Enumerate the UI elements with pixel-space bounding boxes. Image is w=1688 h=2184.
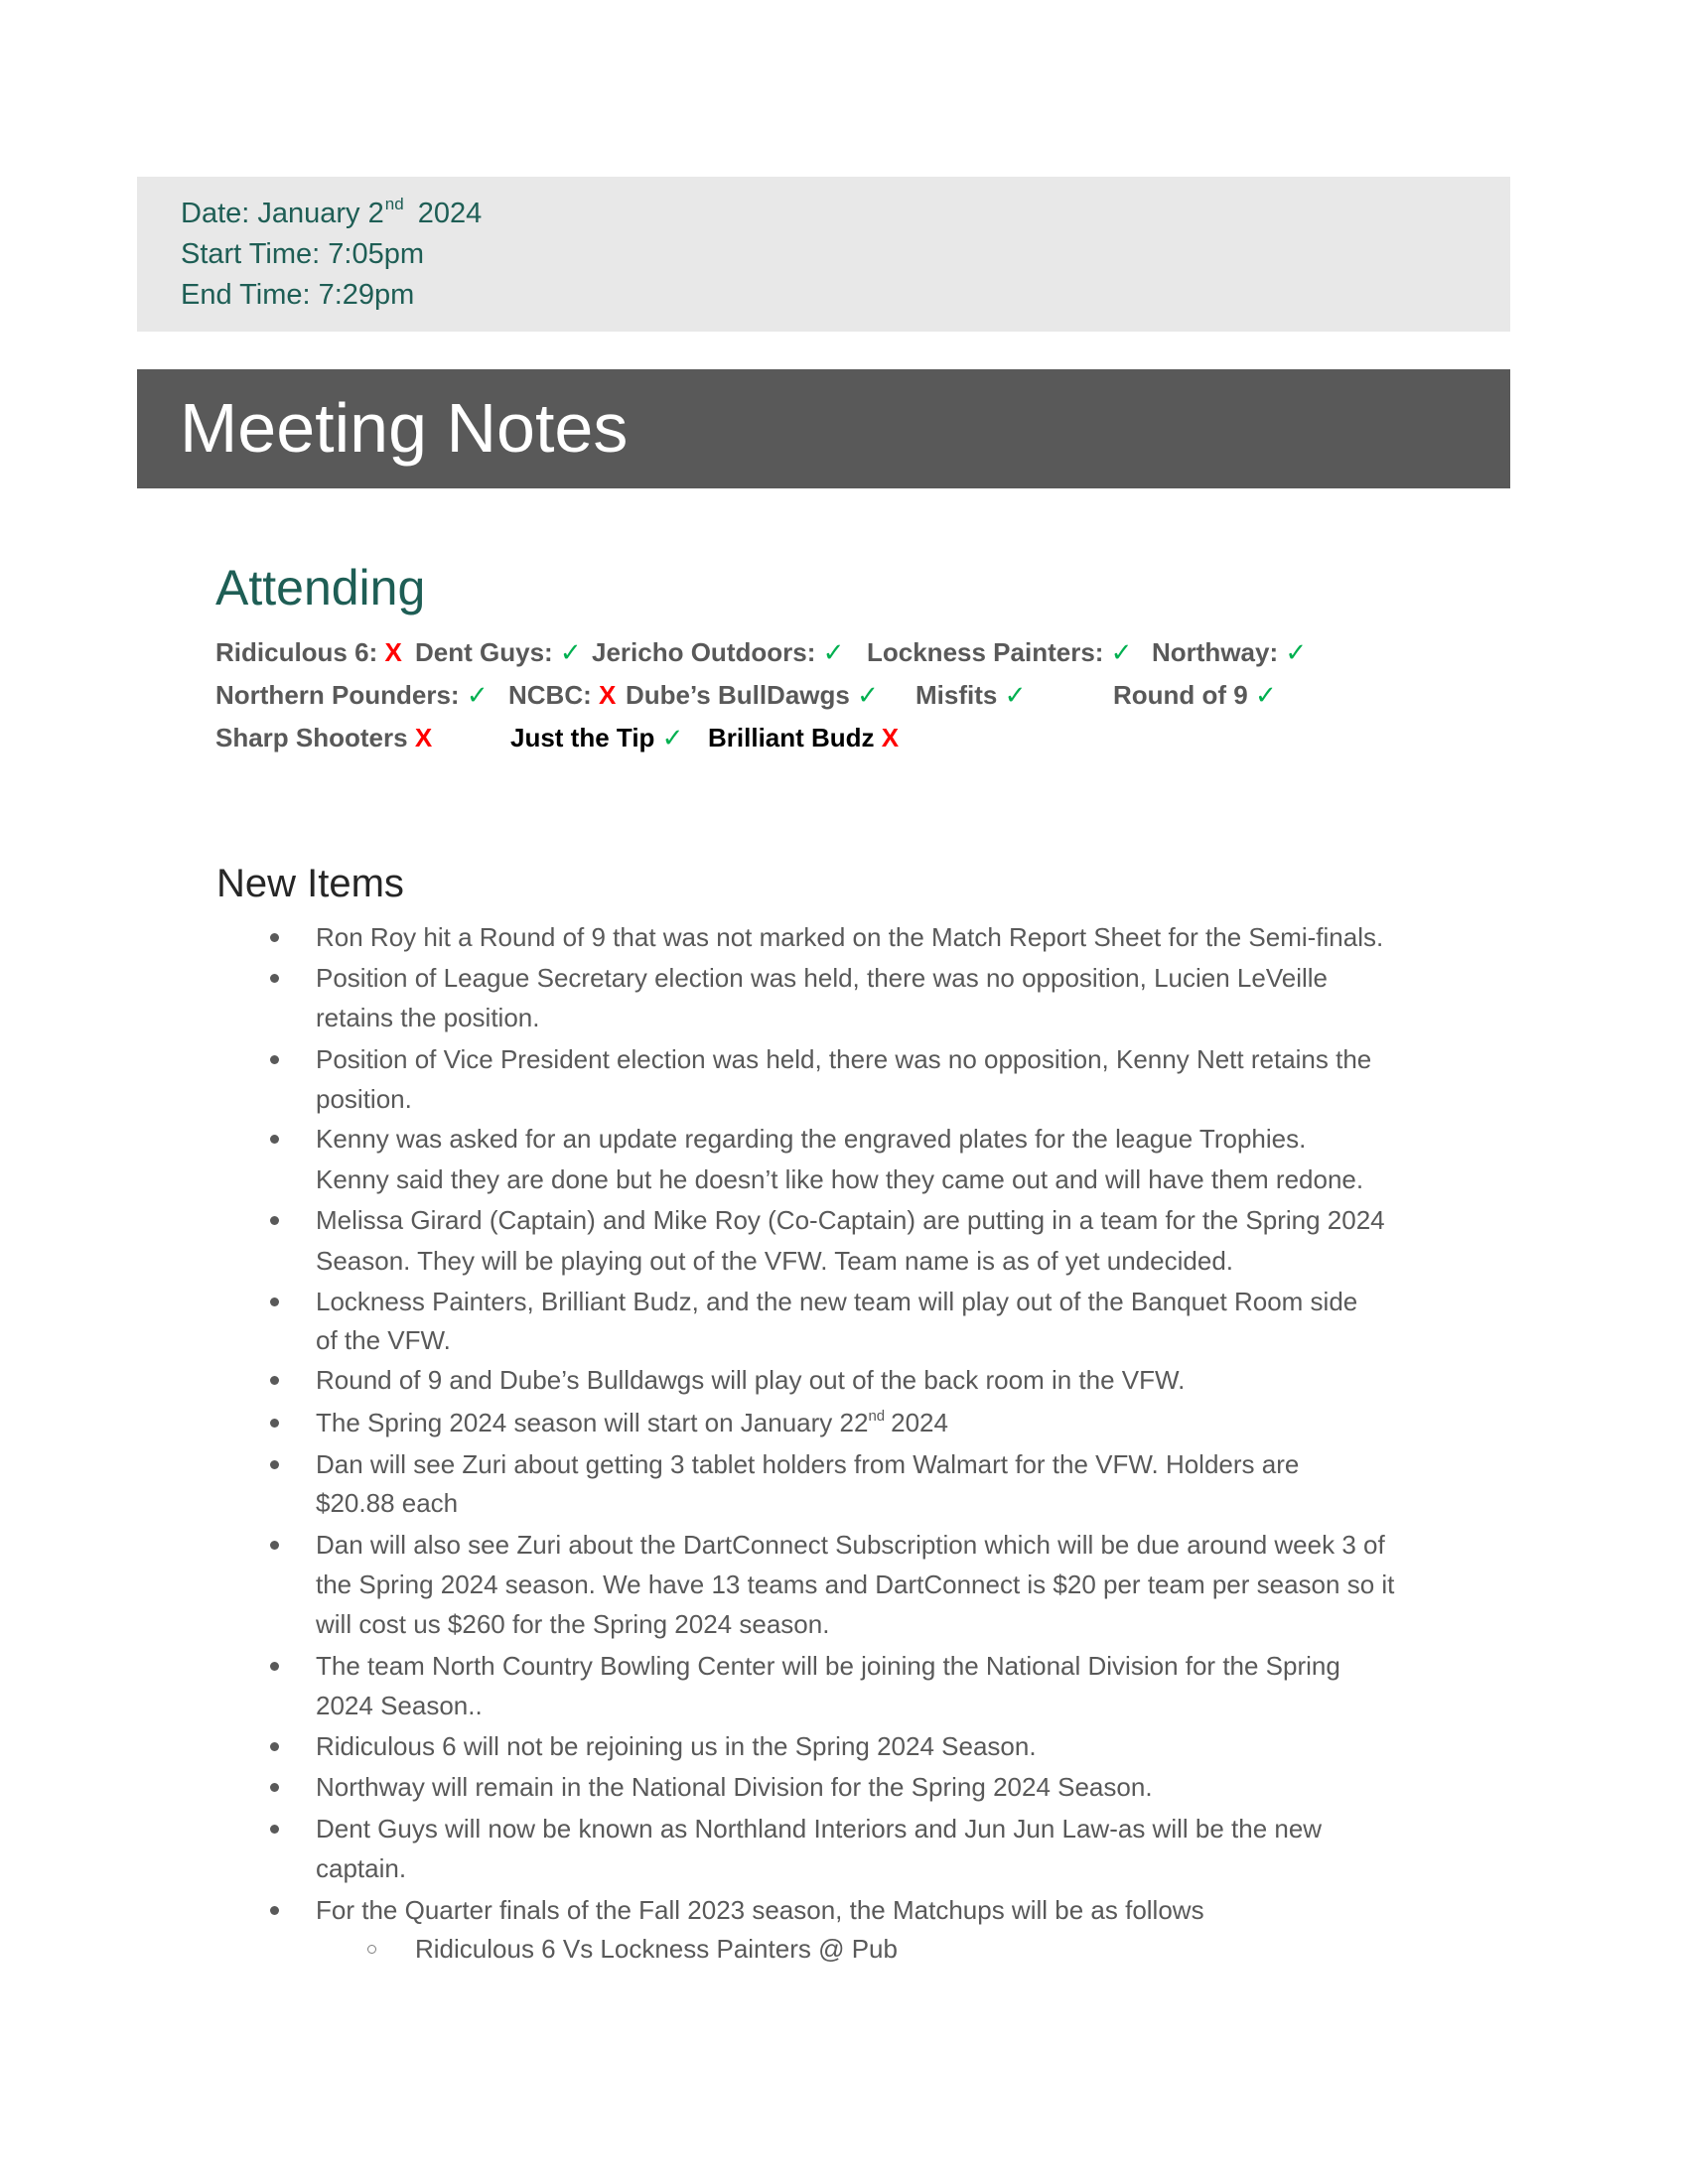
team-name: Round of 9 — [1113, 680, 1248, 710]
list-item-continuation: Season. They will be playing out of the VFW. Team name is as of yet undecided. — [316, 1246, 1234, 1276]
bullet-icon — [270, 1783, 279, 1792]
list-item: The team North Country Bowling Center will be joining the National Division for the Spring — [316, 1651, 1340, 1681]
list-item-continuation: 2024 Season.. — [316, 1691, 483, 1720]
list-item: Round of 9 and Dube’s Bulldawgs will play out of the back room in the VFW. — [316, 1365, 1186, 1395]
attending-heading: Attending — [215, 560, 426, 615]
team-ncbc — [508, 674, 616, 716]
attending-row-3 — [0, 717, 1688, 758]
date-text: Date: January 2 — [181, 198, 384, 229]
present-check-icon: ✓ — [661, 723, 684, 752]
team-ridiculous-6 — [215, 631, 402, 673]
list-item-continuation: retains the position. — [316, 1003, 540, 1032]
team-just-the-tip — [510, 717, 683, 758]
bullet-icon — [270, 1135, 279, 1144]
list-item: Dan will see Zuri about getting 3 tablet holders from Walmart for the VFW. Holders are — [316, 1449, 1300, 1479]
bullet-icon — [270, 1825, 279, 1834]
team-round-of-9 — [1113, 674, 1277, 716]
sub-bullet-circle-icon — [367, 1945, 376, 1954]
meeting-date — [181, 194, 482, 237]
team-dent-guys — [415, 631, 582, 673]
list-item-continuation: $20.88 each — [316, 1488, 459, 1518]
list-item-continuation: the Spring 2024 season. We have 13 teams and DartConnect is $20 per team per season so it — [316, 1570, 1395, 1599]
list-item: Ron Roy hit a Round of 9 that was not marked on the Match Report Sheet for the Semi-finals. — [316, 922, 1384, 952]
title-banner — [137, 369, 1510, 488]
list-item — [316, 1403, 948, 1447]
list-item-continuation: captain. — [316, 1853, 407, 1883]
team-northern-pounders — [215, 674, 489, 716]
present-check-icon: ✓ — [559, 637, 582, 667]
team-northway — [1152, 631, 1307, 673]
list-item-continuation: of the VFW. — [316, 1325, 451, 1355]
bullet-icon — [270, 1742, 279, 1751]
team-misfits — [915, 674, 1026, 716]
list-item-continuation: Kenny said they are done but he doesn’t like how they came out and will have them redone. — [316, 1164, 1364, 1194]
present-check-icon: ✓ — [857, 680, 879, 710]
bullet-icon — [270, 1055, 279, 1064]
present-check-icon: ✓ — [466, 680, 489, 710]
bullet-icon — [270, 1662, 279, 1671]
new-items-heading: New Items — [216, 862, 404, 905]
list-item-text: 2024 — [891, 1408, 948, 1437]
bullet-icon — [270, 1419, 279, 1428]
present-check-icon: ✓ — [1255, 680, 1277, 710]
date-ordinal-suffix: nd — [384, 195, 404, 213]
absent-x-icon: X — [414, 723, 433, 752]
list-item: Northway will remain in the National Division for the Spring 2024 Season. — [316, 1772, 1153, 1802]
team-name: Brilliant Budz — [708, 723, 875, 752]
team-name: Jericho Outdoors: — [592, 637, 816, 667]
list-item: Melissa Girard (Captain) and Mike Roy (Co-Captain) are putting in a team for the Spring 2024 — [316, 1205, 1385, 1235]
team-dubes-bulldawgs — [626, 674, 879, 716]
list-item: Dent Guys will now be known as Northland Interiors and Jun Jun Law-as will be the new — [316, 1814, 1323, 1843]
start-time: Start Time: 7:05pm — [181, 238, 424, 270]
team-name: Misfits — [915, 680, 998, 710]
present-check-icon: ✓ — [1004, 680, 1027, 710]
team-name: Ridiculous 6: — [215, 637, 378, 667]
team-name: Dube’s BullDawgs — [626, 680, 850, 710]
present-check-icon: ✓ — [1110, 637, 1133, 667]
attending-row-1 — [0, 631, 1688, 673]
bullet-icon — [270, 1216, 279, 1225]
absent-x-icon: X — [881, 723, 900, 752]
absent-x-icon: X — [384, 637, 402, 667]
list-item: Lockness Painters, Brilliant Budz, and the new team will play out of the Banquet Room side — [316, 1287, 1358, 1316]
list-item-text: The Spring 2024 season will start on January 22 — [316, 1408, 869, 1437]
team-name: Northway: — [1152, 637, 1279, 667]
sub-list-item: Ridiculous 6 Vs Lockness Painters @ Pub — [415, 1934, 898, 1964]
page-title: Meeting Notes — [180, 389, 629, 467]
bullet-icon — [270, 1297, 279, 1306]
end-time: End Time: 7:29pm — [181, 279, 415, 311]
bullet-icon — [270, 1376, 279, 1385]
absent-x-icon: X — [599, 680, 617, 710]
team-jericho-outdoors — [592, 631, 844, 673]
list-item: Position of League Secretary election was held, there was no opposition, Lucien LeVeille — [316, 963, 1328, 993]
list-item: Dan will also see Zuri about the DartConnect Subscription which will be due around week 3 of — [316, 1530, 1385, 1560]
team-name: Dent Guys: — [415, 637, 553, 667]
bullet-icon — [270, 1541, 279, 1550]
team-brilliant-budz — [708, 717, 899, 758]
list-item: Ridiculous 6 will not be rejoining us in the Spring 2024 Season. — [316, 1731, 1037, 1761]
team-lockness-painters — [867, 631, 1132, 673]
present-check-icon: ✓ — [1285, 637, 1308, 667]
team-name: Lockness Painters: — [867, 637, 1104, 667]
team-name: Sharp Shooters — [215, 723, 408, 752]
list-item-continuation: position. — [316, 1084, 412, 1114]
team-sharp-shooters — [215, 717, 432, 758]
bullet-icon — [270, 1460, 279, 1469]
bullet-icon — [270, 974, 279, 983]
team-name: NCBC: — [508, 680, 592, 710]
list-item: Kenny was asked for an update regarding the engraved plates for the league Trophies. — [316, 1124, 1307, 1154]
present-check-icon: ✓ — [822, 637, 845, 667]
list-item: For the Quarter finals of the Fall 2023 season, the Matchups will be as follows — [316, 1895, 1204, 1925]
list-item-continuation: will cost us $260 for the Spring 2024 season. — [316, 1609, 830, 1639]
bullet-icon — [270, 933, 279, 942]
team-name: Northern Pounders: — [215, 680, 460, 710]
attending-row-2 — [0, 674, 1688, 716]
team-name: Just the Tip — [510, 723, 655, 752]
date-year: 2024 — [417, 198, 483, 229]
bullet-icon — [270, 1906, 279, 1915]
meeting-info-box — [137, 177, 1510, 332]
ordinal-suffix: nd — [868, 1408, 886, 1425]
list-item: Position of Vice President election was held, there was no opposition, Kenny Nett retains the — [316, 1044, 1372, 1074]
